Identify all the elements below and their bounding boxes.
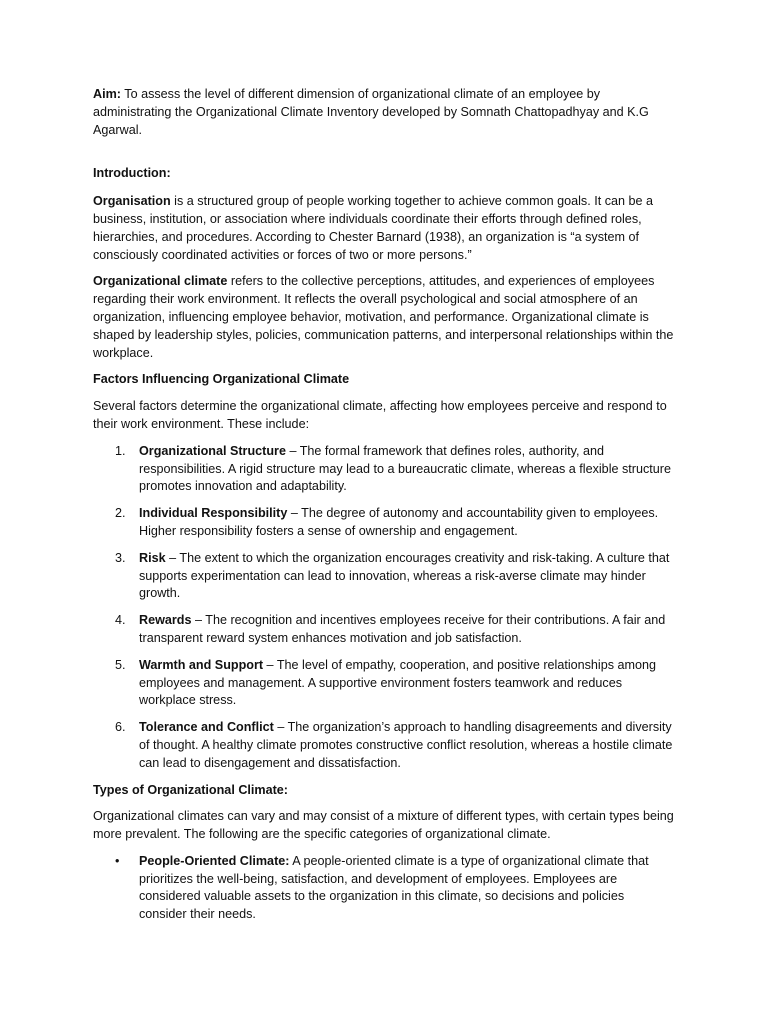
list-item [93, 719, 675, 772]
organisation-paragraph [93, 193, 675, 264]
list-term: People-Oriented Climate: [139, 853, 290, 868]
list-item [93, 550, 675, 603]
list-item [93, 505, 675, 541]
list-text: – The degree of autonomy and accountability given to employees. Higher responsibility fosters a sense of ownership and engagement. [139, 506, 659, 538]
bullet-icon: • [115, 853, 120, 868]
types-list [93, 853, 675, 924]
list-term: Rewards [139, 613, 192, 628]
list-item [93, 657, 675, 710]
organisation-text: is a structured group of people working together to achieve common goals. It can be a business, institution, or association where individuals coordinate their efforts through defined roles, hierarchies, and procedures. According to Chester Barnard (1938), an organization is “a system of consciously coordinated activities or forces of two or more persons.” [93, 194, 654, 262]
list-text: – The recognition and incentives employees receive for their contributions. A fair and transparent reward system enhances motivation and job satisfaction. [139, 613, 666, 645]
list-number: 1. [115, 443, 126, 458]
list-number: 6. [115, 720, 126, 735]
list-term: Organizational Structure [139, 443, 286, 458]
list-number: 2. [115, 506, 126, 521]
org-climate-text: refers to the collective perceptions, attitudes, and experiences of employees regarding their work environment. It reflects the overall psychological and social atmosphere of an organization, influencing employee behavior, motivation, and performance. Organizational climate is shaped by leadership styles, policies, communication patterns, and interpersonal relationships within the workplace. [93, 274, 674, 360]
list-text: – The extent to which the organization encourages creativity and risk-taking. A culture that supports experimentation can lead to innovation, whereas a risk-averse climate may hinder growth. [139, 550, 670, 601]
list-term: Warmth and Support [139, 657, 264, 672]
factors-heading-text: Factors Influencing Organizational Climate [93, 372, 350, 387]
list-number: 4. [115, 613, 126, 628]
list-text: – The level of empathy, cooperation, and positive relationships among employees and management. A supportive environment fosters teamwork and reduces workplace stress. [139, 657, 657, 708]
list-term: Individual Responsibility [139, 506, 288, 521]
list-item [93, 612, 675, 648]
introduction-heading [93, 165, 675, 183]
aim-label: Aim: [93, 87, 121, 101]
aim-text: To assess the level of different dimension of organizational climate of an employee by administrating the Organizational Climate Inventory developed by Somnath Chattopadhyay and K.G Agarwal. [93, 87, 649, 137]
factors-list [93, 443, 675, 773]
list-item [93, 443, 675, 496]
list-text: A people-oriented climate is a type of organizational climate that prioritizes the well-being, satisfaction, and development of employees. Employees are considered valuable assets to the organization in this climate, so decisions and policies consider their needs. [139, 853, 649, 922]
org-climate-paragraph [93, 273, 675, 362]
list-number: 5. [115, 657, 126, 672]
list-number: 3. [115, 550, 126, 565]
list-item [93, 853, 675, 924]
factors-intro: Several factors determine the organizational climate, affecting how employees perceive and respond to their work environment. These include: [93, 399, 667, 431]
types-intro: Organizational climates can vary and may consist of a mixture of different types, with certain types being more prevalent. The following are the specific categories of organizational climate. [93, 809, 674, 842]
list-term: Risk [139, 550, 166, 565]
list-term: Tolerance and Conflict [139, 720, 274, 735]
list-text: – The formal framework that defines roles, authority, and responsibilities. A rigid structure may lead to a bureaucratic climate, whereas a flexible structure promotes innovation and adaptability. [139, 443, 671, 494]
list-text: – The organization’s approach to handling disagreements and diversity of thought. A healthy climate promotes constructive conflict resolution, whereas a hostile climate can lead to disengagement and dissatisfaction. [139, 720, 673, 770]
types-heading [93, 782, 675, 800]
introduction-heading-text: Introduction: [93, 166, 171, 181]
document-page [93, 86, 675, 933]
factors-heading [93, 371, 675, 389]
types-heading-text: Types of Organizational Climate: [93, 782, 288, 797]
aim-paragraph [93, 86, 675, 139]
organisation-term: Organisation [93, 194, 171, 209]
org-climate-term: Organizational climate [93, 274, 228, 289]
